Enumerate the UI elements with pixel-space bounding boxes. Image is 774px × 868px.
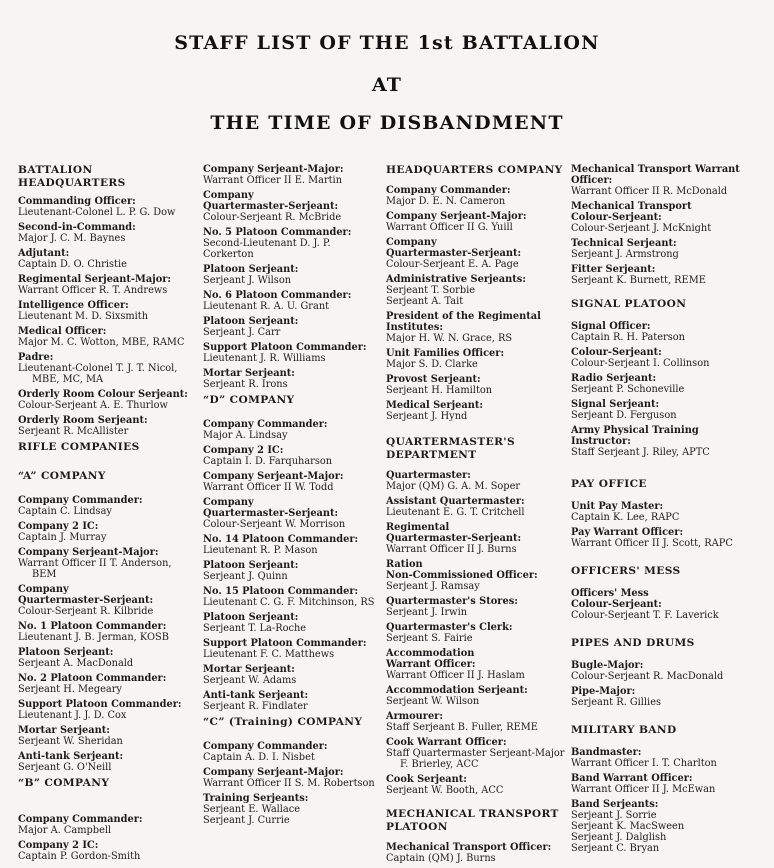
role-title: Signal Serjeant:: [571, 399, 660, 410]
person-name: Staff Serjeant J. Riley, APTC: [571, 447, 710, 458]
person-name: Captain J. Murray: [18, 532, 107, 543]
person-name: Lieutenant C. G. F. Mitchinson, RS: [203, 597, 375, 608]
role-title: Company Quartermaster-Serjeant:: [386, 237, 522, 259]
section-heading: MECHANICAL TRANSPORT PLATOON: [386, 808, 559, 833]
role-title: Officers' Mess Colour-Serjeant:: [571, 588, 662, 610]
person-name: Major M. C. Wotton, MBE, RAMC: [18, 337, 185, 348]
person-name: Colour-Serjeant I. Collinson: [571, 358, 710, 369]
person-name: Serjeant R. Gillies: [571, 697, 662, 708]
role-title: Medical Officer:: [18, 326, 107, 337]
role-title: President of the Regimental Institutes:: [386, 311, 541, 333]
person-name: Serjeant J. Carr: [203, 327, 281, 338]
person-name: Warrant Officer II J. Haslam: [386, 670, 525, 681]
staff-entry: [18, 673, 201, 695]
staff-entry: [18, 495, 201, 517]
person-name: Serjeant P. Schoneville: [571, 384, 685, 395]
person-name: Major H. W. N. Grace, RS: [386, 333, 513, 344]
section-heading: “C” (Training) COMPANY: [203, 716, 363, 728]
staff-entry: [18, 547, 201, 580]
person-name: F. Brierley, ACC: [400, 759, 479, 770]
role-title: Company Serjeant-Major:: [203, 471, 344, 482]
staff-entry: [386, 685, 568, 707]
person-name: Major A. Lindsay: [203, 430, 288, 441]
staff-entry: [571, 264, 771, 286]
person-name: Major (QM) G. A. M. Soper: [386, 481, 521, 492]
role-title: Company 2 IC:: [18, 840, 99, 851]
person-name: Warrant Officer R. T. Andrews: [18, 285, 168, 296]
role-title: Regimental Quartermaster-Serjeant:: [386, 522, 522, 544]
role-title: No. 14 Platoon Commander:: [203, 534, 359, 545]
role-title: Support Platoon Commander:: [203, 342, 367, 353]
person-name: Serjeant J. Irwin: [386, 607, 468, 618]
staff-entry: [18, 699, 201, 721]
staff-entry: [386, 737, 568, 770]
person-name: Warrant Officer II T. Anderson,: [18, 558, 172, 569]
staff-entry: [571, 164, 771, 197]
staff-entry: [386, 274, 568, 307]
role-title: Bugle-Major:: [571, 660, 644, 671]
person-name: Serjeant R. McAllister: [18, 426, 129, 437]
staff-entry: [18, 248, 201, 270]
role-title: Band Serjeants:: [571, 799, 659, 810]
role-title: Quartermaster:: [386, 470, 471, 481]
role-title: Adjutant:: [18, 248, 70, 259]
role-title: Platoon Serjeant:: [18, 647, 114, 658]
person-name: Lieutenant-Colonel T. J. T. Nicol,: [18, 363, 178, 374]
staff-entry: [203, 586, 383, 608]
role-title: Assistant Quartermaster:: [386, 496, 525, 507]
role-title: Company Commander:: [203, 741, 328, 752]
person-name: Major D. E. N. Cameron: [386, 196, 506, 207]
staff-entry: [571, 501, 771, 523]
role-title: Mechanical Transport Officer:: [386, 842, 552, 853]
section-heading: “D” COMPANY: [203, 394, 295, 406]
role-title: No. 2 Platoon Commander:: [18, 673, 167, 684]
staff-entry: [386, 522, 568, 555]
role-title: Support Platoon Commander:: [203, 638, 367, 649]
role-title: No. 5 Platoon Commander:: [203, 227, 352, 238]
staff-entry: [18, 814, 201, 836]
role-title: Bandmaster:: [571, 747, 642, 758]
role-title: Mechanical Transport Colour-Serjeant:: [571, 201, 692, 223]
column-1: [18, 164, 201, 866]
person-name: Colour-Serjeant R. Kilbride: [18, 606, 154, 617]
staff-entry: [571, 660, 771, 682]
person-name: Staff Quartermaster Serjeant-Major: [386, 748, 565, 759]
staff-entry: [18, 521, 201, 543]
role-title: Company Commander:: [18, 814, 143, 825]
person-name: Serjeant J. Sorrie: [571, 810, 657, 821]
role-title: Mortar Serjeant:: [203, 664, 295, 675]
person-name: Serjeant T. Sorbie: [386, 285, 476, 296]
staff-entry: [18, 352, 201, 385]
person-name: Lieutenant E. G. T. Critchell: [386, 507, 525, 518]
staff-entry: [203, 612, 383, 634]
staff-entry: [386, 237, 568, 270]
staff-entry: [18, 389, 201, 411]
role-title: Accommodation Warrant Officer:: [386, 648, 476, 670]
staff-entry: [18, 274, 201, 296]
person-name: Colour-Serjeant W. Morrison: [203, 519, 346, 530]
role-title: Mortar Serjeant:: [18, 725, 110, 736]
staff-entry: [203, 741, 383, 763]
role-title: Regimental Serjeant-Major:: [18, 274, 172, 285]
role-title: Padre:: [18, 352, 54, 363]
role-title: Company 2 IC:: [203, 445, 284, 456]
role-title: Company Serjeant-Major:: [18, 547, 159, 558]
person-name: Serjeant R. Findlater: [203, 701, 308, 712]
column-4: [571, 164, 771, 858]
person-name: Serjeant E. Wallace: [203, 804, 301, 815]
person-name: Captain C. Lindsay: [18, 506, 112, 517]
person-name: Warrant Officer II G. Yuill: [386, 222, 513, 233]
person-name: Captain (QM) J. Burns: [386, 853, 496, 864]
staff-entry: [203, 664, 383, 686]
section-heading: SIGNAL PLATOON: [571, 298, 687, 310]
person-name: Warrant Officer II R. McDonald: [571, 186, 728, 197]
role-title: No. 15 Platoon Commander:: [203, 586, 359, 597]
role-title: Platoon Serjeant:: [203, 560, 299, 571]
staff-entry: [18, 196, 201, 218]
staff-entry: [571, 238, 771, 260]
staff-entry: [203, 419, 383, 441]
role-title: No. 1 Platoon Commander:: [18, 621, 167, 632]
person-name: Serjeant K. MacSween: [571, 821, 685, 832]
person-name: Serjeant H. Megeary: [18, 684, 122, 695]
role-title: Unit Pay Master:: [571, 501, 664, 512]
person-name: Lieutenant J. B. Jerman, KOSB: [18, 632, 169, 643]
title-line-1: STAFF LIST OF THE 1st BATTALION: [174, 32, 600, 54]
person-name: Captain R. H. Paterson: [571, 332, 685, 343]
staff-entry: [203, 342, 383, 364]
section-heading: PAY OFFICE: [571, 478, 647, 490]
person-name: Warrant Officer II E. Martin: [203, 175, 343, 186]
person-name: Serjeant W. Wilson: [386, 696, 480, 707]
staff-entry: [18, 584, 201, 617]
role-title: Training Serjeants:: [203, 793, 309, 804]
role-title: Company Commander:: [386, 185, 511, 196]
person-name: Colour-Serjeant A. E. Thurlow: [18, 400, 168, 411]
person-name: Captain I. D. Farquharson: [203, 456, 333, 467]
staff-entry: [571, 799, 771, 854]
staff-entry: [571, 347, 771, 369]
role-title: Second-in-Command:: [18, 222, 136, 233]
staff-entry: [18, 647, 201, 669]
section-heading: “A” COMPANY: [18, 470, 106, 482]
title-line-3: THE TIME OF DISBANDMENT: [210, 112, 564, 134]
staff-entry: [203, 497, 383, 530]
staff-entry: [18, 621, 201, 643]
role-title: Quartermaster's Stores:: [386, 596, 518, 607]
role-title: Radio Serjeant:: [571, 373, 657, 384]
person-name: Warrant Officer II J. Scott, RAPC: [571, 538, 733, 549]
staff-entry: [571, 321, 771, 343]
section-heading: BATTALION HEADQUARTERS: [18, 164, 126, 189]
role-title: Company Quartermaster-Serjeant:: [203, 190, 339, 212]
person-name: Lieutenant R. P. Mason: [203, 545, 318, 556]
staff-entry: [571, 773, 771, 795]
staff-entry: [203, 534, 383, 556]
staff-entry: [386, 774, 568, 796]
role-title: Company Serjeant-Major:: [386, 211, 527, 222]
person-name: Warrant Officer II J. Burns: [386, 544, 517, 555]
role-title: Provost Serjeant:: [386, 374, 481, 385]
person-name: Captain P. Gordon-Smith: [18, 851, 141, 862]
role-title: Anti-tank Serjeant:: [203, 690, 309, 701]
role-title: Cook Warrant Officer:: [386, 737, 507, 748]
person-name: Serjeant K. Burnett, REME: [571, 275, 706, 286]
role-title: Mechanical Transport Warrant Officer:: [571, 164, 740, 186]
role-title: Platoon Serjeant:: [203, 612, 299, 623]
staff-entry: [203, 793, 383, 826]
staff-entry: [571, 747, 771, 769]
person-name: Lieutenant M. D. Sixsmith: [18, 311, 149, 322]
person-name: Serjeant J. Currie: [203, 815, 290, 826]
person-name: Serjeant J. Dalglish: [571, 832, 667, 843]
staff-entry: [386, 374, 568, 396]
person-name: Second-Lieutenant D. J. P. Corkerton: [203, 238, 331, 260]
staff-entry: [203, 190, 383, 223]
person-name: Lieutenant R. A. U. Grant: [203, 301, 330, 312]
role-title: Platoon Serjeant:: [203, 264, 299, 275]
role-title: Platoon Serjeant:: [203, 316, 299, 327]
role-title: Mortar Serjeant:: [203, 368, 295, 379]
role-title: No. 6 Platoon Commander:: [203, 290, 352, 301]
staff-entry: [18, 840, 201, 862]
person-name: BEM: [32, 569, 57, 580]
person-name: Warrant Officer I. T. Charlton: [571, 758, 717, 769]
role-title: Anti-tank Serjeant:: [18, 751, 124, 762]
role-title: Support Platoon Commander:: [18, 699, 182, 710]
staff-entry: [18, 326, 201, 348]
section-heading: RIFLE COMPANIES: [18, 441, 140, 453]
person-name: Serjeant W. Sheridan: [18, 736, 123, 747]
staff-entry: [203, 638, 383, 660]
staff-entry: [386, 400, 568, 422]
role-title: Armourer:: [386, 711, 443, 722]
role-title: Pay Warrant Officer:: [571, 527, 684, 538]
staff-entry: [386, 496, 568, 518]
person-name: Serjeant A. MacDonald: [18, 658, 134, 669]
person-name: Serjeant C. Bryan: [571, 843, 660, 854]
staff-entry: [386, 311, 568, 344]
person-name: MBE, MC, MA: [32, 374, 104, 385]
person-name: Serjeant J. Ramsay: [386, 581, 480, 592]
person-name: Colour-Serjeant J. McKnight: [571, 223, 712, 234]
staff-entry: [203, 368, 383, 390]
section-heading: QUARTERMASTER'S DEPARTMENT: [386, 436, 515, 461]
role-title: Colour-Serjeant:: [571, 347, 662, 358]
staff-entry: [203, 164, 383, 186]
role-title: Company Quartermaster-Serjeant:: [203, 497, 339, 519]
person-name: Serjeant J. Armstrong: [571, 249, 679, 260]
person-name: Colour-Serjeant E. A. Page: [386, 259, 519, 270]
staff-entry: [571, 588, 771, 621]
role-title: Company 2 IC:: [18, 521, 99, 532]
person-name: Serjeant J. Wilson: [203, 275, 292, 286]
staff-entry: [203, 690, 383, 712]
role-title: Fitter Serjeant:: [571, 264, 656, 275]
role-title: Company Commander:: [203, 419, 328, 430]
staff-entry: [571, 527, 771, 549]
role-title: Pipe-Major:: [571, 686, 636, 697]
staff-entry: [203, 316, 383, 338]
person-name: Captain D. O. Christie: [18, 259, 127, 270]
staff-entry: [386, 559, 568, 592]
section-heading: “B” COMPANY: [18, 777, 110, 789]
person-name: Warrant Officer II S. M. Robertson: [203, 778, 375, 789]
role-title: Commanding Officer:: [18, 196, 136, 207]
staff-entry: [386, 622, 568, 644]
person-name: Major S. D. Clarke: [386, 359, 478, 370]
role-title: Quartermaster's Clerk:: [386, 622, 513, 633]
staff-entry: [386, 348, 568, 370]
staff-entry: [571, 686, 771, 708]
person-name: Lieutenant F. C. Matthews: [203, 649, 335, 660]
role-title: Administrative Serjeants:: [386, 274, 526, 285]
role-title: Ration Non-Commissioned Officer:: [386, 559, 538, 581]
title-line-2: AT: [371, 74, 403, 96]
role-title: Band Warrant Officer:: [571, 773, 693, 784]
staff-entry: [571, 373, 771, 395]
staff-entry: [203, 445, 383, 467]
person-name: Serjeant A. Tait: [386, 296, 464, 307]
person-name: Serjeant D. Ferguson: [571, 410, 677, 421]
staff-entry: [386, 185, 568, 207]
person-name: Serjeant R. Irons: [203, 379, 288, 390]
person-name: Serjeant G. O'Neill: [18, 762, 112, 773]
staff-entry: [18, 222, 201, 244]
person-name: Colour-Serjeant R. MacDonald: [571, 671, 724, 682]
staff-entry: [203, 560, 383, 582]
person-name: Serjeant H. Hamilton: [386, 385, 493, 396]
section-heading: MILITARY BAND: [571, 724, 677, 736]
person-name: Staff Serjeant B. Fuller, REME: [386, 722, 538, 733]
role-title: Orderly Room Serjeant:: [18, 415, 148, 426]
role-title: Company Commander:: [18, 495, 143, 506]
staff-entry: [18, 300, 201, 322]
person-name: Serjeant J. Hynd: [386, 411, 468, 422]
person-name: Major A. Campbell: [18, 825, 112, 836]
role-title: Company Serjeant-Major:: [203, 767, 344, 778]
staff-entry: [18, 415, 201, 437]
column-2: [203, 164, 383, 830]
person-name: Warrant Officer II W. Todd: [203, 482, 334, 493]
person-name: Colour-Serjeant T. F. Laverick: [571, 610, 719, 621]
staff-entry: [571, 425, 771, 458]
person-name: Serjeant S. Fairie: [386, 633, 473, 644]
section-heading: OFFICERS' MESS: [571, 565, 681, 577]
person-name: Colour-Serjeant R. McBride: [203, 212, 342, 223]
person-name: Serjeant W. Booth, ACC: [386, 785, 504, 796]
person-name: Lieutenant J. R. Williams: [203, 353, 326, 364]
role-title: Company Quartermaster-Serjeant:: [18, 584, 154, 606]
person-name: Captain K. Lee, RAPC: [571, 512, 680, 523]
person-name: Serjeant T. La-Roche: [203, 623, 307, 634]
person-name: Captain A. D. I. Nisbet: [203, 752, 315, 763]
section-heading: HEADQUARTERS COMPANY: [386, 164, 563, 176]
staff-entry: [386, 596, 568, 618]
person-name: Major J. C. M. Baynes: [18, 233, 126, 244]
staff-entry: [386, 211, 568, 233]
staff-entry: [18, 751, 201, 773]
role-title: Cook Serjeant:: [386, 774, 467, 785]
staff-entry: [386, 648, 568, 681]
role-title: Medical Serjeant:: [386, 400, 483, 411]
staff-entry: [203, 227, 383, 260]
role-title: Company Serjeant-Major:: [203, 164, 344, 175]
column-3: [386, 164, 568, 868]
role-title: Signal Officer:: [571, 321, 651, 332]
person-name: Serjeant W. Adams: [203, 675, 297, 686]
staff-entry: [571, 201, 771, 234]
role-title: Orderly Room Colour Serjeant:: [18, 389, 188, 400]
person-name: Serjeant J. Quinn: [203, 571, 288, 582]
role-title: Army Physical Training Instructor:: [571, 425, 699, 447]
staff-entry: [386, 470, 568, 492]
role-title: Intelligence Officer:: [18, 300, 129, 311]
role-title: Unit Families Officer:: [386, 348, 505, 359]
role-title: Technical Serjeant:: [571, 238, 677, 249]
staff-entry: [18, 725, 201, 747]
staff-entry: [571, 399, 771, 421]
staff-entry: [386, 711, 568, 733]
staff-entry: [203, 471, 383, 493]
staff-entry: [203, 264, 383, 286]
person-name: Lieutenant J. J. D. Cox: [18, 710, 127, 721]
staff-entry: [203, 290, 383, 312]
staff-entry: [203, 767, 383, 789]
role-title: Accommodation Serjeant:: [386, 685, 528, 696]
section-heading: PIPES AND DRUMS: [571, 637, 695, 649]
person-name: Warrant Officer II J. McEwan: [571, 784, 716, 795]
person-name: Lieutenant-Colonel L. P. G. Dow: [18, 207, 176, 218]
